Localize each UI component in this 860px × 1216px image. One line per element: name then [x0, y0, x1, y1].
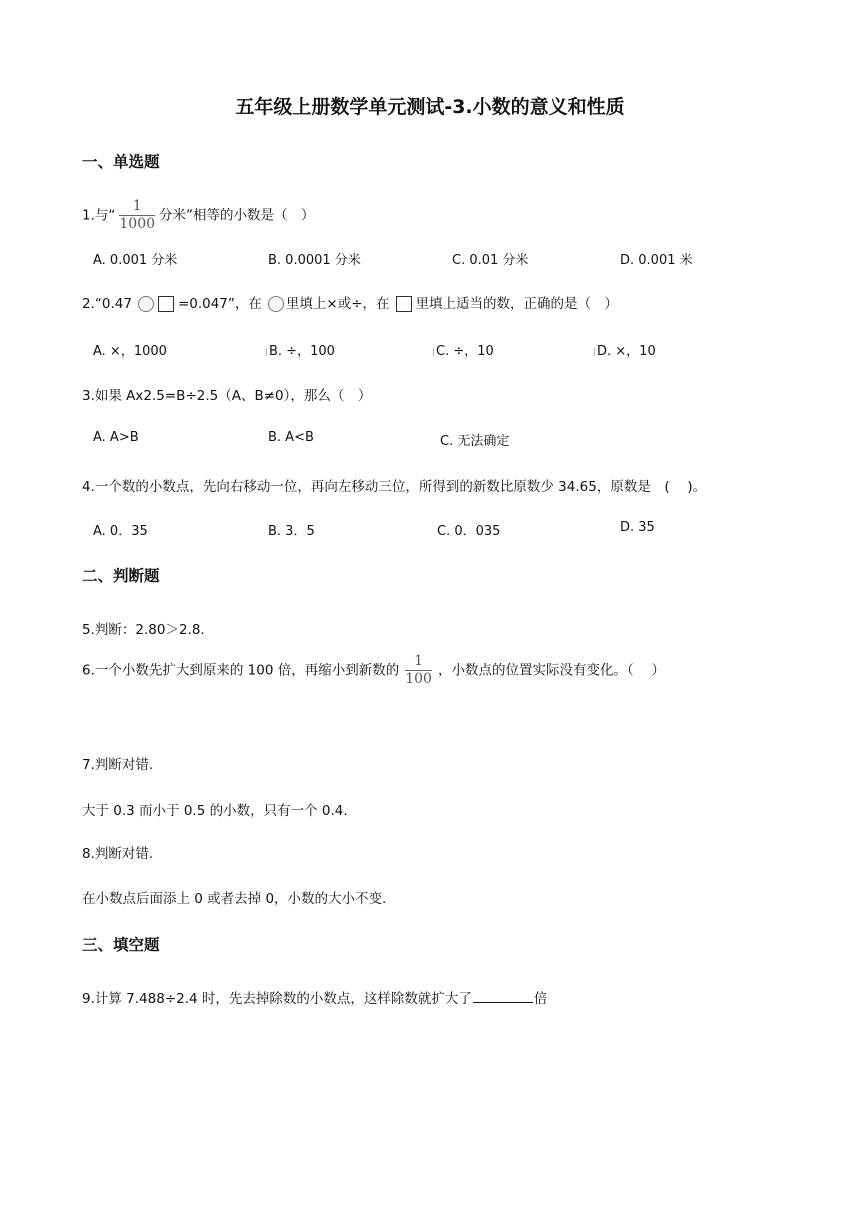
- question-9-suffix: 倍: [533, 991, 548, 1007]
- question-2-mid: =0.047”，在: [177, 296, 262, 312]
- q2-option-c: C. ÷，10: [433, 340, 494, 359]
- q1-option-d: D. 0.001 米: [620, 253, 693, 268]
- circle-blank-icon: [268, 296, 284, 312]
- fraction-numerator: 1: [132, 198, 142, 214]
- question-9-prefix: 9.计算 7.488÷2.4 时，先去掉除数的小数点，这样除数就扩大了: [82, 991, 472, 1007]
- question-2-prefix: 2.“0.47: [82, 296, 132, 312]
- q1-option-a: A. 0.001 分米: [93, 253, 178, 268]
- q3-option-c: C. 无法确定: [440, 434, 510, 449]
- q3-option-b: B. A<B: [268, 430, 314, 445]
- question-8-detail: 在小数点后面添上 0 或者去掉 0，小数的大小不变.: [82, 891, 387, 907]
- question-2-suffix: 里填上适当的数，正确的是（ ）: [415, 296, 619, 312]
- q1-option-c: C. 0.01 分米: [452, 253, 529, 268]
- circle-blank-icon: [138, 296, 154, 312]
- question-1-prefix: 1.与“: [82, 207, 116, 224]
- q4-option-a: A. 0．35: [93, 524, 148, 539]
- question-6: [82, 654, 665, 687]
- question-7: 7.判断对错.: [82, 757, 154, 773]
- fraction-1-1000: [119, 199, 155, 232]
- q4-option-d: D. 35: [620, 520, 655, 535]
- q2-option-d: D. ×，10: [594, 340, 656, 359]
- q2-option-a: A. ×，1000: [93, 344, 167, 359]
- square-blank-icon: [158, 296, 174, 312]
- square-blank-icon: [396, 296, 412, 312]
- page-title: 五年级上册数学单元测试-3.小数的意义和性质: [235, 96, 625, 118]
- question-4: 4.一个数的小数点，先向右移动一位，再向左移动三位，所得到的新数比原数少 34.65，原数是 ( )。: [82, 479, 707, 495]
- question-6-suffix: ，小数点的位置实际没有变化。（ ）: [437, 662, 666, 679]
- section-heading-single-choice: 一、单选题: [82, 153, 160, 171]
- q3-option-a: A. A>B: [93, 430, 139, 445]
- q1-option-b: B. 0.0001 分米: [268, 253, 361, 268]
- question-3: 3.如果 Ax2.5=B÷2.5（A、B≠0），那么（ ）: [82, 388, 372, 404]
- fraction-denominator: 1000: [119, 216, 156, 232]
- fraction-numerator: 1: [414, 653, 424, 669]
- fraction-1-100: [405, 654, 432, 687]
- q4-option-b: B. 3．5: [268, 524, 315, 539]
- fraction-denominator: 100: [405, 671, 432, 687]
- question-9: [82, 987, 547, 1007]
- question-6-prefix: 6.一个小数先扩大到原来的 100 倍，再缩小到新数的: [82, 662, 400, 679]
- question-1: [82, 199, 315, 232]
- question-2: [82, 292, 618, 312]
- answer-blank[interactable]: [473, 988, 533, 1003]
- section-heading-judgement: 二、判断题: [82, 567, 160, 585]
- section-heading-fill-blank: 三、填空题: [82, 936, 160, 954]
- question-1-suffix: 分米”相等的小数是（ ）: [159, 207, 315, 224]
- question-7-detail: 大于 0.3 而小于 0.5 的小数，只有一个 0.4.: [82, 803, 348, 819]
- question-5: 5.判断：2.80＞2.8.: [82, 622, 205, 638]
- q4-option-c: C. 0．035: [437, 524, 501, 539]
- question-8: 8.判断对错.: [82, 846, 154, 862]
- question-2-mid2: 里填上×或÷，在: [285, 296, 390, 312]
- q2-option-b: B. ÷，100: [266, 340, 335, 359]
